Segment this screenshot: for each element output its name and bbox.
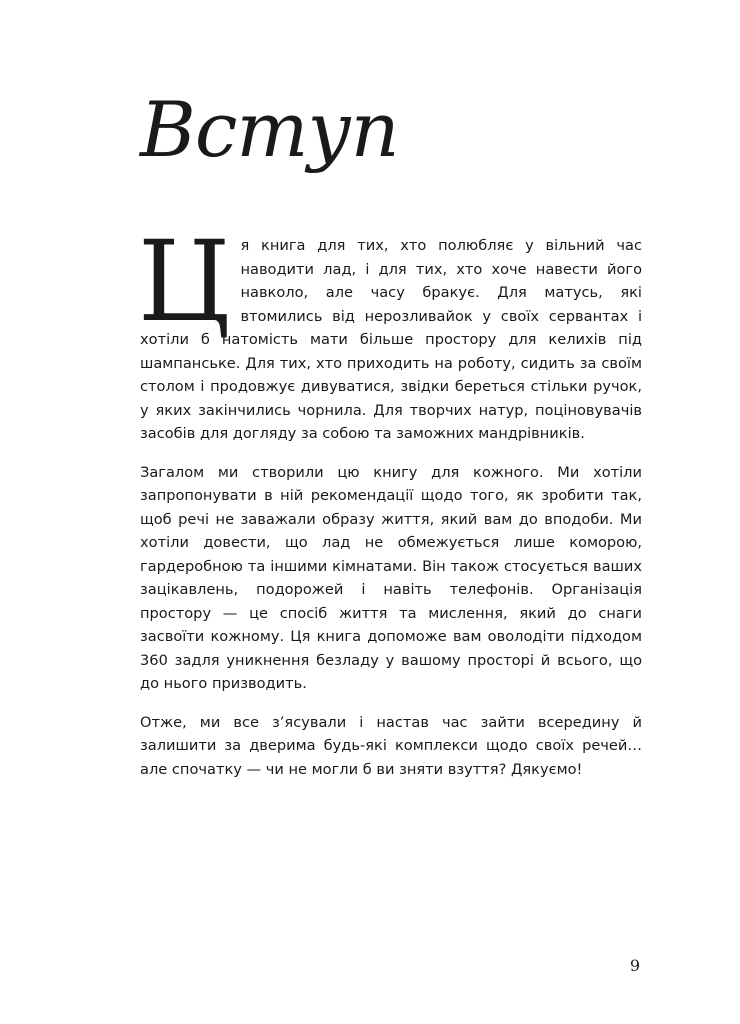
chapter-body xyxy=(138,216,642,796)
paragraph-1 xyxy=(138,216,642,446)
paragraph-2: Загалом ми створили цю книгу для кожного. Ми хотіли запропонувати в ній рекомендації щодо того, як зробити так, щоб речі не заважали образу життя, який вам до вподоби. Ми хотіли довести, що лад не обмежується лише коморою, гардеробною та іншими кімнатами. Він також стосується ваших зацікавлень, подорожей і навіть телефонів. Організація простору — це спосіб життя та мислення, який до снаги засвоїти кожному. Ця книга допоможе вам оволодіти підходом 360 задля уникнення безладу у вашому просторі й всього, що до нього призводить. xyxy=(140,463,642,692)
chapter-title: Вступ xyxy=(140,85,399,174)
page-number: 9 xyxy=(629,956,640,975)
paragraph-3: Отже, ми все з’ясували і настав час зайти всередину й залишити за дверима будь-які комплекси щодо своїх речей… але спочатку — чи не могли б ви зняти взуття? Дякуємо! xyxy=(140,713,642,778)
drop-cap-letter: Ц xyxy=(138,216,231,347)
paragraph-1-text: я книга для тих, хто полюбляє у вільний час наводити лад, і для тих, хто хоче навести його навколо, але часу бракує. Для матусь, які втомились від нерозливайок у своїх сервантах і хотіли б натомість мати більше простору для келихів під шампанське. Для тих, хто приходить на роботу, сидить за своїм столом і продовжує дивуватися, звідки береться стільки ручок, у яких закінчились чорнила. Для творчих натур, поціновувачів засобів для догляду за собою та заможних мандрівників. xyxy=(140,237,642,442)
